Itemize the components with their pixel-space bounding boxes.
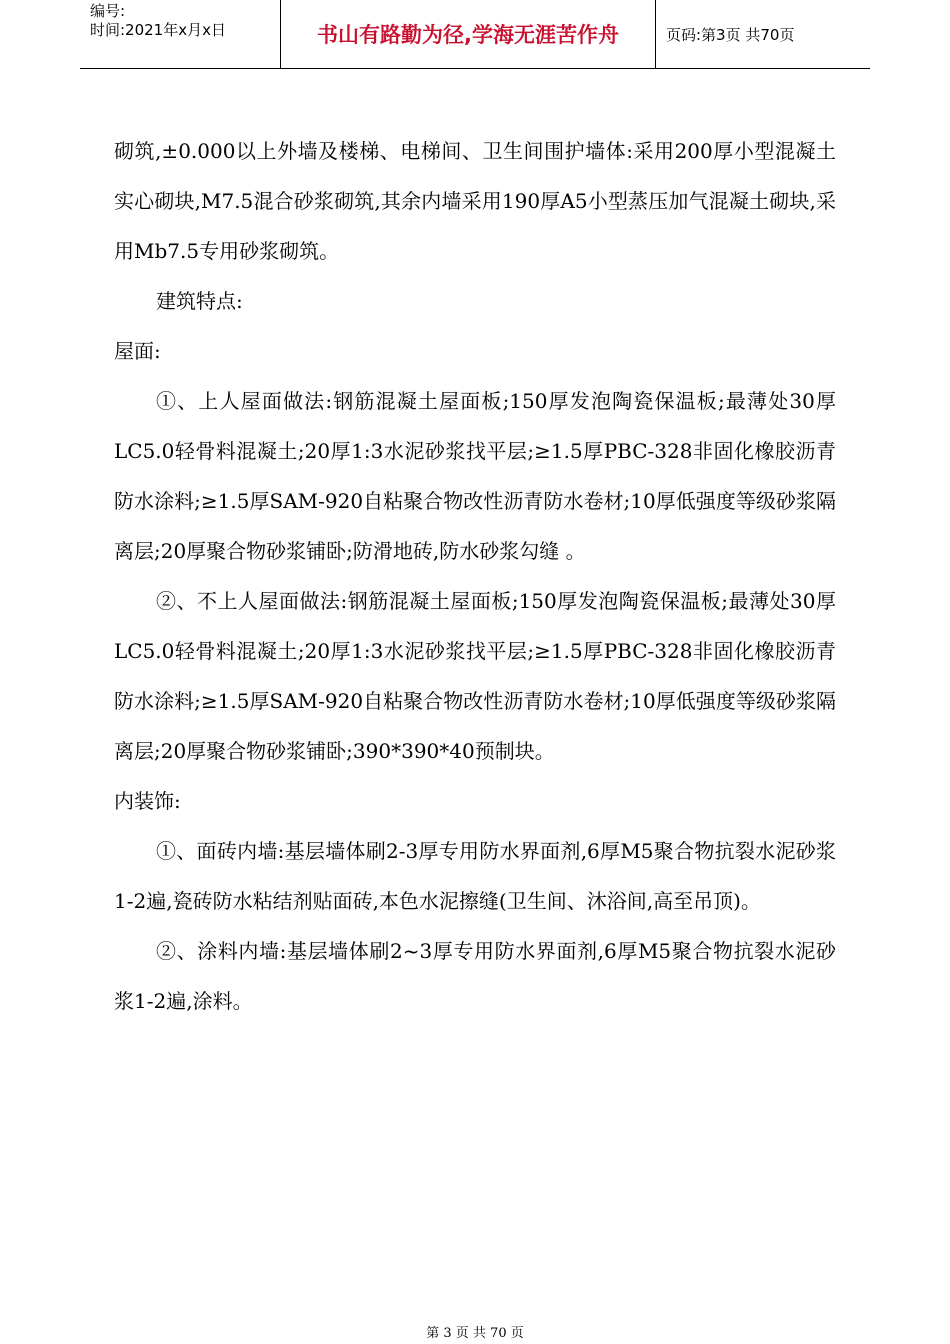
section-heading-roof: 屋面: (114, 339, 161, 363)
paragraph-non-accessible-roof: ②、不上人屋面做法:钢筋混凝土屋面板;150厚发泡陶瓷保温板;最薄处30厚LC5.0轻骨料混凝土;20厚1:3水泥砂浆找平层;≥1.5厚PBC-328非固化橡胶沥青防水涂料;≥1.5厚SAM-920自粘聚合物改性沥青防水卷材;10厚低强度等级砂浆隔离层;20厚聚合物砂浆铺卧;390*390*40预制块。 (114, 589, 836, 763)
paragraph-paint-wall: ②、涂料内墙:基层墙体刷2~3厚专用防水界面剂,6厚M5聚合物抗裂水泥砂浆1-2遍,涂料。 (114, 939, 836, 1013)
page-footer: 第 3 页 共 70 页 (426, 1326, 524, 1341)
header-meta-cell (80, 0, 281, 68)
section-heading-interior: 内装饰: (114, 789, 181, 813)
section-heading-features: 建筑特点: (156, 289, 243, 313)
document-time-label: 时间:2021年x月x日 (90, 21, 226, 39)
document-body (114, 126, 836, 1026)
document-number-label: 编号: (90, 2, 126, 20)
header-page-info: 页码:第3页 共70页 (666, 25, 795, 44)
page-header (80, 0, 870, 69)
paragraph-accessible-roof: ①、上人屋面做法:钢筋混凝土屋面板;150厚发泡陶瓷保温板;最薄处30厚LC5.0轻骨料混凝土;20厚1:3水泥砂浆找平层;≥1.5厚PBC-328非固化橡胶沥青防水涂料;≥1.5厚SAM-920自粘聚合物改性沥青防水卷材;10厚低强度等级砂浆隔离层;20厚聚合物砂浆铺卧;防滑地砖,防水砂浆勾缝 。 (114, 389, 836, 563)
paragraph-masonry: 砌筑,±0.000以上外墙及楼梯、电梯间、卫生间围护墙体:采用200厚小型混凝土实心砌块,M7.5混合砂浆砌筑,其余内墙采用190厚A5小型蒸压加气混凝土砌块,采用Mb7.5专用砂浆砌筑。 (114, 139, 836, 263)
paragraph-tile-wall: ①、面砖内墙:基层墙体刷2-3厚专用防水界面剂,6厚M5聚合物抗裂水泥砂浆1-2遍,瓷砖防水粘结剂贴面砖,本色水泥擦缝(卫生间、沐浴间,高至吊顶)。 (114, 839, 836, 913)
header-page-cell (656, 0, 870, 68)
header-motto: 书山有路勤为径,学海无涯苦作舟 (317, 23, 619, 47)
header-motto-cell (281, 0, 656, 68)
